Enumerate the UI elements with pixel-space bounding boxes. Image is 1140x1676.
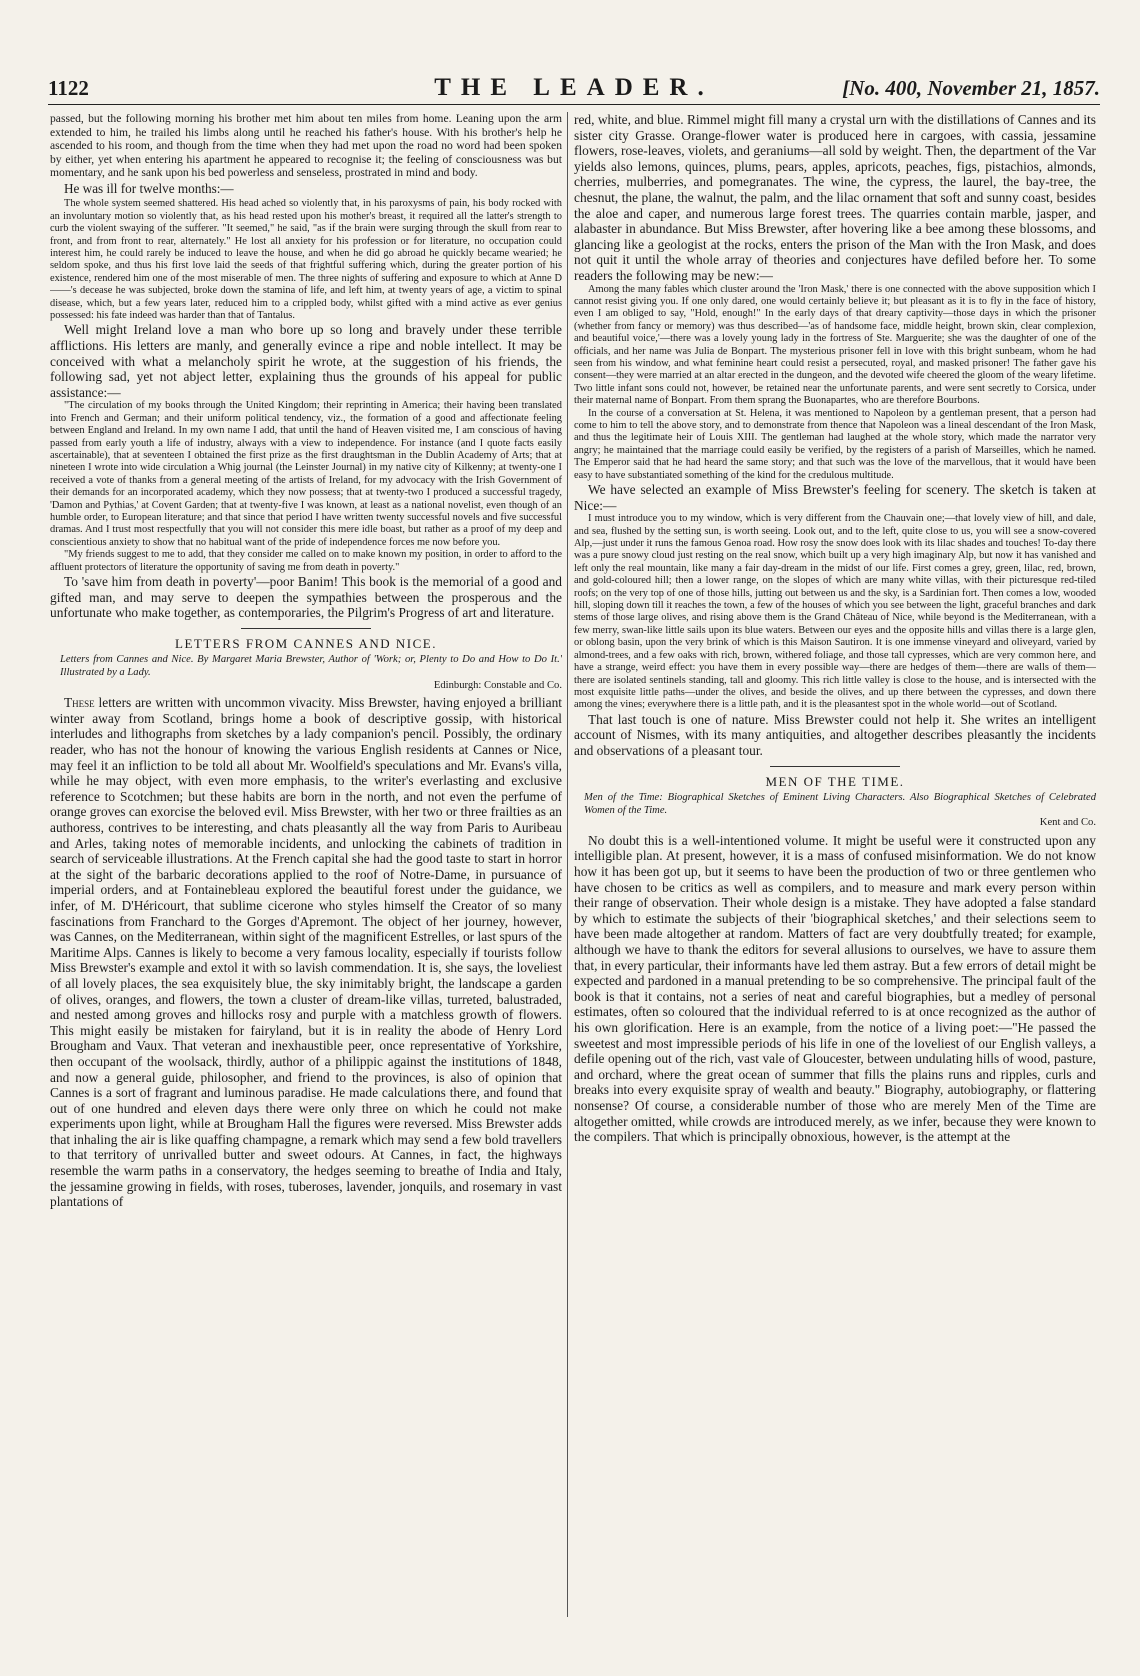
review-credit-cannes: Letters from Cannes and Nice. By Margaret Maria Brewster, Author of 'Work; or, Plenty to Do and How to Do It.' Illustrated by a Lady.	[60, 654, 562, 679]
paragraph-cannes-review	[50, 695, 562, 1210]
quote-iron-mask: Among the many fables which cluster around the 'Iron Mask,' there is one connected with the above supposition which I cannot resist giving you. If one only dared, one would certainly believe it; but pleasant as it is to fly in the face of history, even I am obliged to say, "Hold, enough!" In the early days of that dreary captivity—those days in which the prisoner (whether from fancy or memory) was thus described—'as of handsome face, middle height, brown skin, clear complexion, and beautiful voice,'—there was a lovely young lady in the fortress of Ste. Marguerite; she was the daughter of one of the officials, and her name was Julia de Bonpart. The mysterious prisoner fell in love with this bright sunbeam, whom he had seen from his window, and what feminine heart could resist a persecuted, royal, and masked prisoner! The father gave his consent—they were married at an altar erected in the dungeon, and the devoted wife cheered the gloom of the weary lifetime. Two little infant sons could not, however, be retained near the unfortunate parents, and were sent secretly to Corsica, under their maternal name of Bonpart. From them sprang the Buonapartes, who are therefore Bourbons.	[574, 283, 1096, 407]
right-column	[574, 112, 1096, 1622]
paragraph-men-of-time-review: No doubt this is a well-intentioned volume. It might be useful were it constructed upon any intelligible plan. At present, however, it is a mass of confused misinformation. We do not know how it has been got up, but it seems to have been the production of two or three gentlemen who have chosen to be critics as well as compilers, and to measure and mark every person within their range of observation. Their whole design is a mistake. They have adopted a false standard by which to estimate the subjects of their 'biographical sketches,' and their selections seem to have been made altogether at random. Matters of fact are very doubtfully treated; for example, although we have to thank the editors for several allusions to ourselves, we have to assure them that, in every particular, their informants have led them astray. But a few errors of detail might be expected and pardoned in a manual pretending to be so comprehensive. The principal fault of the book is that it contains, not a series of neat and careful biographies, but a medley of personal estimates, often so coloured that the individual referred to is at once recognized as the author of his own glorification. Here is an example, from the notice of a living poet:—"He passed the sweetest and most impressible periods of his life in one of the loveliest of our English valleys, a defile opening out of the rich, vast vale of Gloucester, between undulating hills of wood, pasture, and orchard, where the great ocean of summer that fills the plains runs and ripples, curls and breaks into every exquisite spray of wealth and beauty." Biography, autobiography, or flattering nonsense? Of course, a considerable number of those who are merely Men of the Time are altogether omitted, while crowds are introduced merely, as we infer, because they were known to the compilers. That which is principally obnoxious, however, is the attempt at the	[574, 832, 1096, 1145]
newspaper-title: THE LEADER.	[434, 74, 714, 101]
paragraph-banim-return: passed, but the following morning his brother met him about ten miles from home. Leaning upon the arm extended to him, he trailed his limbs along until he reached his father's house. With his brother's help he ascended to his room, and though from the time when they had met upon the road no word had been spoken by either, yet when entering his apartment he appeared to recognise it; the feeling of consciousness was but momentary, and he sank upon his bed powerless and senseless, prostrated in mind and body.	[50, 112, 562, 180]
paragraph-ireland-love: Well might Ireland love a man who bore up so long and bravely under these terrible afflictions. His letters are manly, and generally evince a ripe and noble intellect. It may be conceived with what a melancholy spirit he wrote, at the suggestion of his friends, the following sad, yet not abject letter, explaining thus the grounds of his appeal for public assistance:—	[50, 322, 562, 400]
quote-shattered-system: The whole system seemed shattered. His head ached so violently that, in his paroxysms of pain, his body rocked with an involuntary motion so violently that, as his head rested upon his mother's breast, it required all the latter's strength to curb the violent swaying of the sufferer. "It seemed," he said, "as if the brain were surging through the skull from rear to front, and from front to rear, alternately." He lost all anxiety for his profession or for literature, no occupation could interest him, he could rarely be induced to leave the house, and when he did go abroad he quickly became wearied; he seldom spoke, and thus his first love laid the seeds of that frightful suffering which, during the greater portion of his existence, rendered him one of the most miserable of men. The three nights of suffering and exposure to which at Anne D——'s decease he was subjected, broke down the stamina of life, and left him, at twenty years of age, a victim to spinal disease, which, but a few years later, reduced him to a crippled body, whilst gifted with a mind active as ever genius possessed: his fate indeed was harder than that of Tantalus.	[50, 198, 562, 322]
review-credit-men-of-time: Men of the Time: Biographical Sketches of Eminent Living Characters. Also Biographical Sketches of Celebrated Women of the Time.	[584, 792, 1096, 816]
column-divider	[567, 112, 568, 1617]
quote-nice-window: I must introduce you to my window, which is very different from the Chauvain one;—that lovely view of hill, and dale, and sea, flushed by the setting sun, is worth seeing. Look out, and to the left, quite close to us, you will see a snow-covered Alp,—just under it runs the famous Genoa road. How rosy the snow does look with its lilac shades and touches! To-day there was a pure snowy cloud just resting on the real snow, which built up a very high imaginary Alp, but now it has vanished and left only the real mountain, like many a fair day-dream in the midst of our life. First comes a grey, green, lilac, red, brown, and gold-coloured hill; then a lower range, on the slopes of which are many white villas, with their picturesque red-tiled roofs; on the very top of one of those hills, jutting out between us and the sky, is a Sardinian fort. Then comes a low, wooded hill, sloping down till it reaches the town, a few of the houses of which you see between the light, graceful branches and dark stems of those large olives, and rising above them is the Grand Château of Nice, while beyond is the Mediterranean, with a few merry, swan-like little sails upon its blue waters. Between our eyes and the opposite hills and villas there is a large glen, or oblong basin, upon the very brink of which is this Maison Sautiron. It is one immense vineyard and oliveyard, varied by almond-trees, and a few oaks with rich, brown, withered foliage, and those tall cypresses, which are very common here, and have a strange, weird effect: you have them in every possible way—there are hedges of them—there are walls of them—there are isolated sentinels standing, tall and gloomy. This rich little valley is close to the house, and is intersected with the most exquisite little paths—under the olives, and beside the olives, and up there between the cypresses, and down there among the vines; everywhere there is a little path, and it is the pleasantest spot in the whole world—out of Scotland.	[574, 513, 1096, 711]
paragraph-last-touch: That last touch is one of nature. Miss Brewster could not help it. She writes an intelligent account of Nismes, with its many antiquities, and altogether describes pleasantly the incidents and observations of a pleasant tour.	[574, 711, 1096, 758]
quote-friends-suggest: "My friends suggest to me to add, that they consider me called on to make known my position, in order to afford to the affluent protectors of literature the opportunity of saving me from death in poverty."	[50, 549, 562, 573]
issue-date: [No. 400, November 21, 1857.	[842, 76, 1100, 100]
paragraph-scenery-intro: We have selected an example of Miss Brewster's feeling for scenery. The sketch is taken at Nice:—	[574, 482, 1096, 513]
quote-circulation-books: "The circulation of my books through the United Kingdom; their reprinting in America; their having been translated into French and German; and their uniform political tendency, viz., the formation of a good and affectionate feeling between England and Ireland. In my own name I add, that until the hand of Heaven visited me, I am conscious of having passed from early youth a life of industry, always with a view to independence. For instance (and I quote facts easily ascertainable), that at seventeen I obtained the first prize as the first draughtsman in the Dublin Academy of Arts; that at nineteen I wrote into wide circulation a Whig journal (the Leinster Journal) in my native city of Kilkenny; at twenty-one I received a vote of thanks from a general meeting of the artists of Ireland, for my advocacy with the Irish Government of their demands for an incorporated academy, which they now possess; that at twenty-two I produced a successful tragedy, 'Damon and Pythias,' at Covent Garden; that at twenty-five I was known, at least as a national novelist, even though of an humble order, to European literature; and that since that period I have written twenty successful novels and five successful dramas. And I trust most respectfully that you will not consider this mere idle boast, but rather as a proof of my deep and conscientious anxiety to show that no habitual want of the pride of independence forces me now before you.	[50, 400, 562, 548]
paragraph-ill-months: He was ill for twelve months:—	[64, 180, 234, 196]
section-divider	[241, 628, 371, 629]
left-column	[50, 112, 562, 1622]
section-heading-cannes: LETTERS FROM CANNES AND NICE.	[175, 635, 437, 651]
page-number: 1122	[48, 76, 89, 100]
review-publisher-men-of-time: Kent and Co.	[1039, 817, 1096, 829]
paragraph-rimmel: red, white, and blue. Rimmel might fill many a crystal urn with the distillations of Cannes and its sister city Grasse. Orange-flower water is produced here in cargoes, with cassia, jessamine flowers, rose-leaves, violets, and geraniums—all sold by weight. Then, the department of the Var yields also lemons, quinces, plums, pears, apples, apricots, peaches, figs, pistachios, almonds, cherries, mulberries, and pomegranates. The wine, the cypress, the laurel, the bay-tree, the chesnut, the plane, the walnut, the palm, and the lilac ornament that soft and sunny coast, besides the aloe and caper, and numerous large forest trees. The quarries contain marble, jasper, and alabaster in abundance. But Miss Brewster, after hovering like a bee among these blossoms, and glancing like a geologist at the rocks, enters the prison of the Man with the Iron Mask, and does not quit it until the whole array of theories and conjectures have defiled before her. To some readers the following may be new:—	[574, 112, 1096, 283]
paragraph-cannes-review-body: letters are written with uncommon vivacity. Miss Brewster, having enjoyed a brilliant winter away from Scotland, brings home a book of descriptive gossip, with historical interludes and lithographs from sketches by a lady companion's pencil. Possibly, the ordinary reader, who has not the honour of knowing the various English residents at Cannes or Nice, may feel it an infliction to be told all about Mr. Woolfield's speculations and Mr. Evans's villa, while he may object, with even more emphasis, to the writer's everlasting and exclusive reference to Scotchmen; but these habits are born in the north, and not even the perfume of orange groves can exorcise the beloved evil. Miss Brewster, with her two or three frailties as an authoress, contrives to be interesting, and chats pleasantly all the way from Paris to Auribeau and Arles, taking notes of memorable incidents, and unlocking the cabinets of tradition in search of serviceable illustrations. At the French capital she had the good taste to start in horror at the sight of the barbaric decorations applied to the roof of Notre-Dame, in pursuance of imperial orders, and at Fontainebleau explored the beautiful forest under the guidance, we infer, of M. D'Héricourt, that sublime cicerone who styles himself the Creator of so many fascinations from Franchard to the Gorges d'Apremont. The object of her journey, however, was Cannes, on the Mediterranean, within sight of the magnificent Estrelles, or last spurs of the Maritime Alps. Cannes is likely to become a very famous locality, especially if tourists follow Miss Brewster's example and extol it with so lavish commendation. It is, she says, the loveliest of all lovely places, the sea exquisitely blue, the sky inimitably bright, the landscape a garden of olives, oranges, and flowers, the town a cluster of dream-like villas, turreted, balustraded, and nested among groves and hillocks rosy and purple with a matchless growth of flowers. This might easily be mistaken for fairyland, but it is in reality the abode of Henry Lord Brougham and Vaux. That veteran and inexhaustible peer, once representative of Yorkshire, then occupant of the woolsack, thirdly, author of a philippic against the institutions of 1848, and now a general guide, philosopher, and friend to the provinces, is also of opinion that Cannes is a sort of fragrant and luminous paradise. He made calculations there, and found that out of one hundred and eleven days there were only three on which he could not make experiments upon light, while at Brougham Hall the figures were reversed. Miss Brewster adds that inhaling the air is like quaffing champagne, a remark which may send a few bold travellers to that territory of unrivalled butter and sweet odours. At Cannes, in fact, the highways resemble the warm paths in a conservatory, the hedges seeming to breathe of India and Italy, the jessamine growing in fields, with roses, tuberoses, lavender, jonquils, and rosemary in vast plantations of	[50, 695, 562, 1210]
section-divider	[770, 766, 900, 767]
paragraph-save-from-death: To 'save him from death in poverty'—poor Banim! This book is the memorial of a good and gifted man, and may serve to deepen the sympathies between the prosperous and the unfortunate who make together, as contemporaries, the Pilgrim's Progress of art and literature.	[50, 574, 562, 621]
quote-st-helena: In the course of a conversation at St. Helena, it was mentioned to Napoleon by a gentleman present, that a person had come to him to tell the above story, and to demonstrate from thence that Napoleon was a lineal descendant of the Iron Mask, and thus the legitimate heir of Louis XIII. The gentleman had laughed at the whole story, which made the narrator very angry; he maintained that the marriage could easily be verified, by the registers of a parish of Marseilles, which he named. The Emperor said that he had heard the same story; and that such was the love of the marvellous, that it would have been easy to have substantiated something of the kind for the credulous multitude.	[574, 407, 1096, 481]
masthead	[48, 74, 1100, 105]
review-publisher-cannes: Edinburgh: Constable and Co.	[433, 679, 562, 691]
lead-word: These	[64, 695, 95, 711]
section-heading-men-of-time: MEN OF THE TIME.	[765, 773, 905, 789]
